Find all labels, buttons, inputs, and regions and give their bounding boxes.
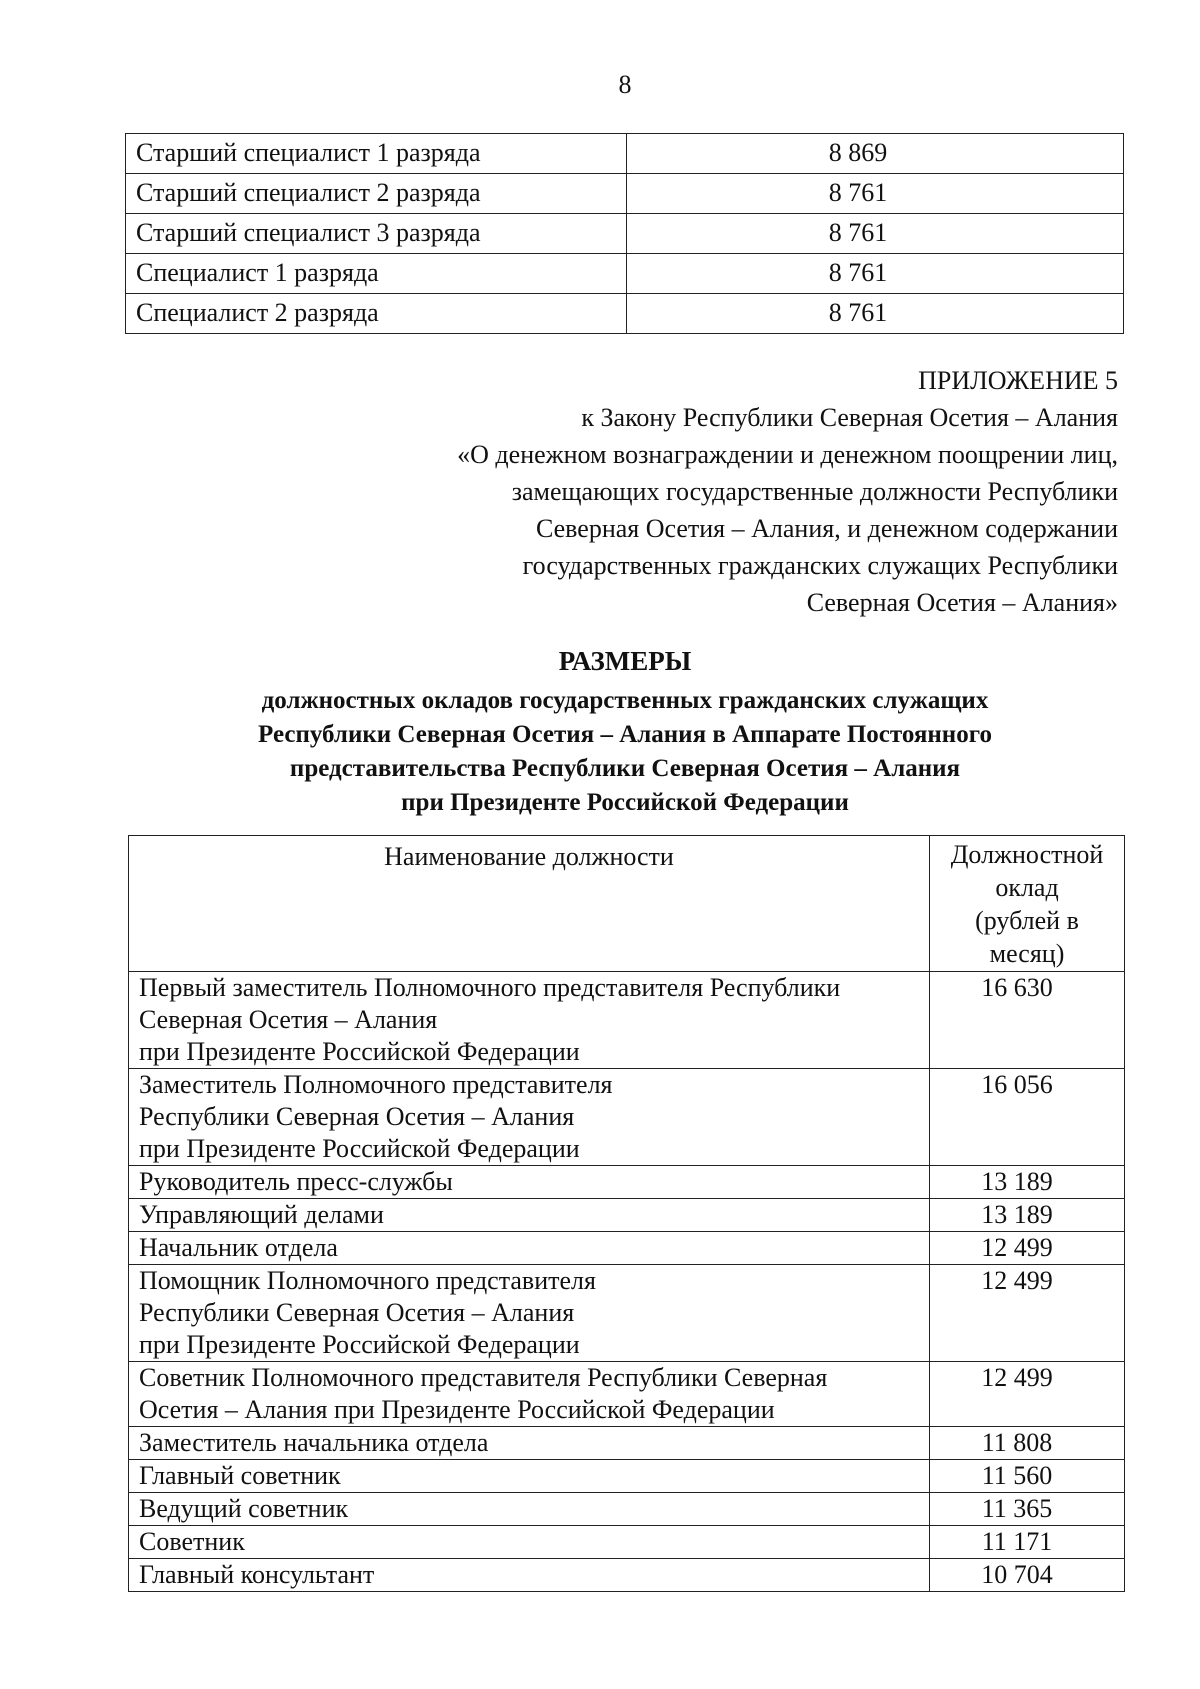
- table-row: [129, 1362, 1125, 1427]
- table-row: [129, 1427, 1125, 1460]
- salary-cell: 12 499: [930, 1362, 1125, 1427]
- header-salary-line: (рублей в: [975, 906, 1079, 935]
- position-cell: Специалист 2 разряда: [126, 294, 627, 334]
- salary-cell: 12 499: [930, 1232, 1125, 1265]
- salary-cell: 8 761: [627, 254, 1124, 294]
- table-row: [129, 1265, 1125, 1362]
- table-row: [126, 294, 1124, 334]
- page-number: 8: [618, 70, 632, 99]
- position-cell: [129, 972, 930, 1069]
- table-row: [126, 174, 1124, 214]
- table-row: [129, 1526, 1125, 1559]
- position-line: Управляющий делами: [139, 1200, 384, 1229]
- table-row: [129, 1559, 1125, 1592]
- position-line: Начальник отдела: [139, 1233, 338, 1262]
- position-line: Северная Осетия – Алания: [139, 1005, 438, 1034]
- position-cell: [129, 1526, 930, 1559]
- position-cell: [129, 1265, 930, 1362]
- position-line: Главный консультант: [139, 1560, 375, 1589]
- position-cell: [129, 1559, 930, 1592]
- salary-cell: 13 189: [930, 1166, 1125, 1199]
- position-line: Республики Северная Осетия – Алания: [139, 1102, 575, 1131]
- position-line: Осетия – Алания при Президенте Российской Федерации: [139, 1395, 775, 1424]
- position-cell: [129, 1493, 930, 1526]
- position-line: Первый заместитель Полномочного представителя Республики: [139, 973, 841, 1002]
- position-cell: Старший специалист 1 разряда: [126, 134, 627, 174]
- annex-line: Северная Осетия – Алания, и денежном содержании: [535, 514, 1118, 543]
- position-line: Ведущий советник: [139, 1494, 349, 1523]
- annex-line: Северная Осетия – Алания»: [806, 588, 1118, 617]
- table-row: [129, 1493, 1125, 1526]
- position-line: Республики Северная Осетия – Алания: [139, 1298, 575, 1327]
- position-line: Советник: [139, 1527, 245, 1556]
- document-title: [130, 644, 1120, 820]
- position-cell: [129, 1199, 930, 1232]
- salary-cell: 11 560: [930, 1460, 1125, 1493]
- salary-cell: 10 704: [930, 1559, 1125, 1592]
- salary-cell: 8 761: [627, 214, 1124, 254]
- table-header-row: [129, 836, 1125, 972]
- position-cell: Старший специалист 2 разряда: [126, 174, 627, 214]
- header-salary-line: Должностной: [950, 840, 1104, 869]
- salary-cell: 11 171: [930, 1526, 1125, 1559]
- salary-cell: 12 499: [930, 1265, 1125, 1362]
- table-row: [126, 254, 1124, 294]
- annex-header: [358, 362, 1118, 621]
- position-line: Помощник Полномочного представителя: [139, 1266, 596, 1295]
- position-line: Заместитель Полномочного представителя: [139, 1070, 613, 1099]
- annex-line: государственных гражданских служащих Республики: [522, 551, 1118, 580]
- title-main: РАЗМЕРЫ: [558, 646, 692, 676]
- position-line: Заместитель начальника отдела: [139, 1428, 489, 1457]
- annex-line: «О денежном вознаграждении и денежном поощрении лиц,: [457, 440, 1118, 469]
- position-line: Советник Полномочного представителя Республики Северная: [139, 1363, 828, 1392]
- title-line: Республики Северная Осетия – Алания в Аппарате Постоянного: [258, 721, 992, 748]
- annex-line: ПРИЛОЖЕНИЕ 5: [918, 366, 1118, 395]
- position-cell: [129, 1460, 930, 1493]
- title-line: представительства Республики Северная Осетия – Алания: [289, 755, 961, 782]
- header-salary-line: оклад: [995, 873, 1059, 902]
- salary-cell: 8 869: [627, 134, 1124, 174]
- salary-cell: 8 761: [627, 174, 1124, 214]
- salary-cell: 8 761: [627, 294, 1124, 334]
- position-line: при Президенте Российской Федерации: [139, 1330, 580, 1359]
- salary-cell: 11 808: [930, 1427, 1125, 1460]
- header-salary: [930, 836, 1125, 972]
- position-cell: Старший специалист 3 разряда: [126, 214, 627, 254]
- table-row: [126, 134, 1124, 174]
- header-salary-line: месяц): [989, 939, 1065, 968]
- annex-line: замещающих государственные должности Республики: [511, 477, 1118, 506]
- title-line: при Президенте Российской Федерации: [401, 789, 849, 816]
- top-salary-table: [125, 133, 1124, 334]
- position-cell: [129, 1362, 930, 1427]
- table-row: [129, 1199, 1125, 1232]
- position-cell: [129, 1166, 930, 1199]
- main-salary-table: [128, 835, 1125, 1592]
- salary-cell: 16 630: [930, 972, 1125, 1069]
- table-row: [129, 1166, 1125, 1199]
- title-subtitle: [130, 684, 1120, 820]
- position-cell: [129, 1232, 930, 1265]
- position-line: Руководитель пресс-службы: [139, 1167, 453, 1196]
- position-line: при Президенте Российской Федерации: [139, 1134, 580, 1163]
- table-row: [129, 1069, 1125, 1166]
- salary-cell: 11 365: [930, 1493, 1125, 1526]
- position-cell: Специалист 1 разряда: [126, 254, 627, 294]
- annex-line: к Закону Республики Северная Осетия – Алания: [581, 403, 1118, 432]
- position-line: Главный советник: [139, 1461, 341, 1490]
- salary-cell: 13 189: [930, 1199, 1125, 1232]
- position-cell: [129, 1427, 930, 1460]
- salary-cell: 16 056: [930, 1069, 1125, 1166]
- position-cell: [129, 1069, 930, 1166]
- table-row: [129, 972, 1125, 1069]
- table-row: [129, 1460, 1125, 1493]
- header-position-name: Наименование должности: [129, 836, 930, 972]
- title-line: должностных окладов государственных гражданских служащих: [261, 687, 989, 714]
- position-line: при Президенте Российской Федерации: [139, 1037, 580, 1066]
- table-row: [129, 1232, 1125, 1265]
- table-row: [126, 214, 1124, 254]
